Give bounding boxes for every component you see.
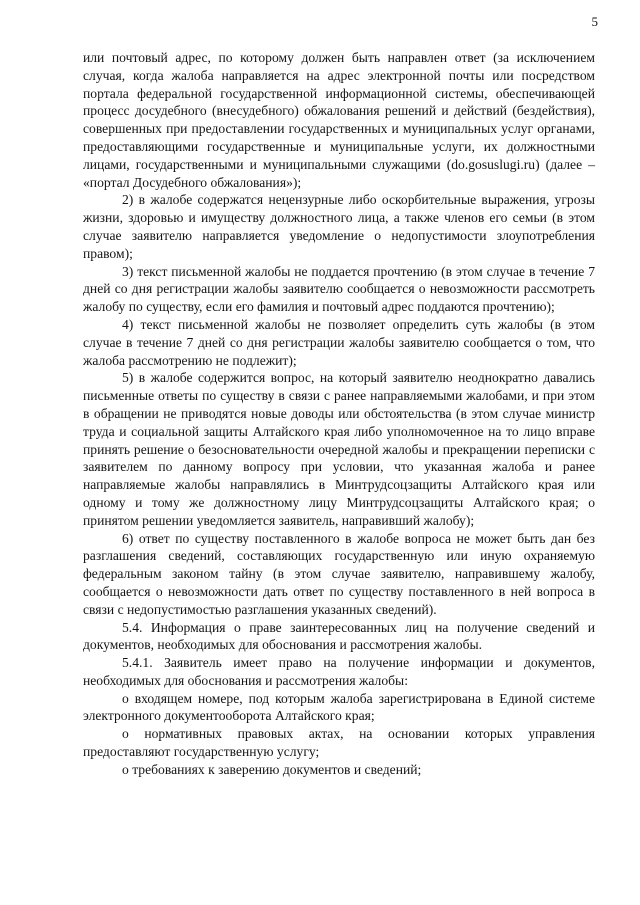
- document-body: [83, 49, 595, 779]
- section-5-4: 5.4. Информация о праве заинтересованных лиц на получение сведений и документов, необходимых для обоснования и рассмотрения жалобы.: [83, 619, 595, 653]
- page-number: 5: [591, 14, 598, 29]
- paragraph-continuation: или почтовый адрес, по которому должен быть направлен ответ (за исключением случая, когда жалоба направляется на адрес электронной почты или посредством портала федеральной государственной информационной системы, обеспечивающей процесс досудебного (внесудебного) обжалования решений и действий (бездействия), совершенных при предоставлении государственных и муниципальных услуг органами, предоставляющими государственные и муниципальные услуги, их должностными лицами, государственными и муниципальными служащими (do.gosuslugi.ru) (далее – «портал Досудебного обжалования»);: [83, 50, 595, 190]
- paragraph-item-2: 2) в жалобе содержатся нецензурные либо оскорбительные выражения, угрозы жизни, здоровью и имуществу должностного лица, а также членов его семьи (в этом случае заявителю направляется уведомление о недопустимости злоупотребления правом);: [83, 192, 595, 261]
- paragraph-item-5: 5) в жалобе содержится вопрос, на который заявителю неоднократно давались письменные ответы по существу в связи с ранее направляемыми жалобами, и при этом в обращении не приводятся новые доводы или обстоятельства (в этом случае министр труда и социальной защиты Алтайского края либо уполномоченное на то лицо вправе принять решение о безосновательности очередной жалобы и прекращении переписки с заявителем по данному вопросу при условии, что указанная жалоба и ранее направляемые жалобы направлялись в Минтрудсоцзащиты Алтайского края или одному и тому же должностному лицу Минтрудсоцзащиты Алтайского края; о принятом решении уведомляется заявитель, направивший жалобу);: [83, 370, 595, 528]
- paragraph-item-3: 3) текст письменной жалобы не поддается прочтению (в этом случае в течение 7 дней со дня регистрации жалобы заявителю сообщается о невозможности рассмотреть жалобу по существу, если его фамилия и почтовый адрес поддаются прочтению);: [83, 263, 595, 315]
- paragraph-item-6: 6) ответ по существу поставленного в жалобе вопроса не может быть дан без разглашения сведений, составляющих государственную или иную охраняемую федеральным законом тайну (в этом случае заявителю, направившему жалобу, сообщается о невозможности дать ответ по существу поставленного в ней вопроса в связи с недопустимостью разглашения указанных сведений).: [83, 530, 595, 617]
- paragraph-item-4: 4) текст письменной жалобы не позволяет определить суть жалобы (в этом случае в течение 7 дней со дня регистрации жалобы заявителю сообщается о том, что жалоба рассмотрению не подлежит);: [83, 316, 595, 368]
- section-5-4-1: 5.4.1. Заявитель имеет право на получение информации и документов, необходимых для обоснования и рассмотрения жалобы:: [83, 655, 595, 688]
- list-item-certification-requirements: о требованиях к заверению документов и сведений;: [122, 761, 422, 777]
- list-item-incoming-number: о входящем номере, под которым жалоба зарегистрирована в Единой системе электронного документооборота Алтайского края;: [83, 690, 595, 724]
- list-item-normative-acts: о нормативных правовых актах, на основании которых управления предоставляют государственную услугу;: [83, 726, 595, 760]
